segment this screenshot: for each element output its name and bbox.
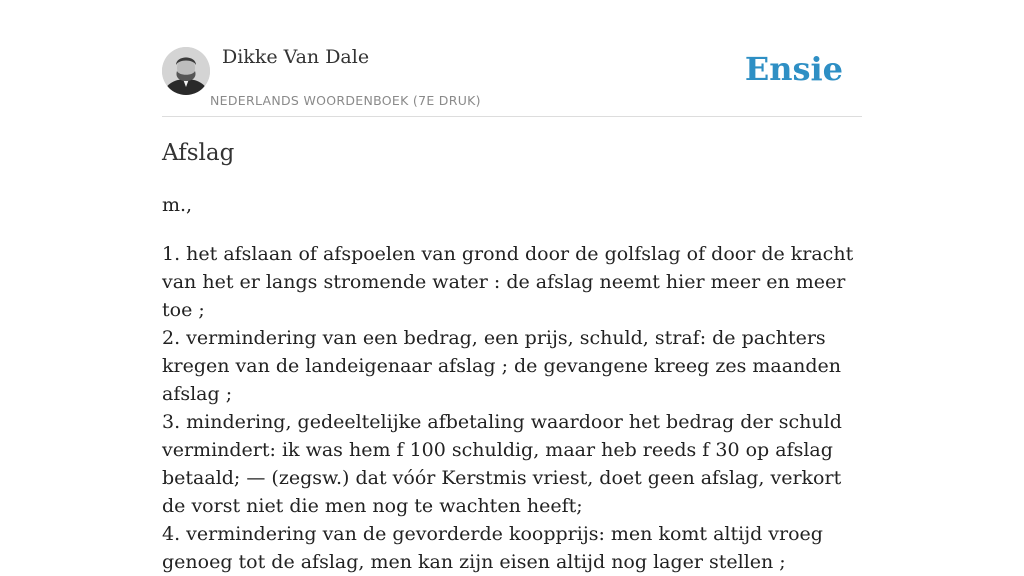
author-avatar[interactable]	[162, 47, 210, 95]
entry-gender: m.,	[162, 194, 193, 216]
source-label[interactable]: NEDERLANDS WOORDENBOEK (7E DRUK)	[210, 93, 481, 108]
definition-item: 3. mindering, gedeeltelijke afbetaling waardoor het bedrag der schuld vermindert: ik was hem f 100 schuldig, maar heb reeds f 30 op afslag betaald; — (zegsw.) dat vóór Kerstmis vriest, doet geen afslag, verkort de vorst niet die men nog te wachten heeft;	[162, 411, 842, 517]
page-header	[162, 0, 862, 117]
definition-list	[162, 240, 862, 576]
entry-title: Afslag	[162, 140, 235, 166]
definition-item: 1. het afslaan of afspoelen van grond door de golfslag of door de kracht van het er langs stromende water : de afslag neemt hier meer en meer toe ;	[162, 243, 854, 321]
ensie-logo[interactable]: Ensie	[744, 50, 843, 88]
definition-item: 4. vermindering van de gevorderde koopprijs: men komt altijd vroeg genoeg tot de afslag, men kan zijn eisen altijd nog lager stellen ;	[162, 523, 823, 573]
portrait-icon	[162, 47, 210, 95]
definition-item: 2. vermindering van een bedrag, een prijs, schuld, straf: de pachters kregen van de landeigenaar afslag ; de gevangene kreeg zes maanden afslag ;	[162, 327, 841, 405]
author-name[interactable]: Dikke Van Dale	[222, 46, 370, 68]
